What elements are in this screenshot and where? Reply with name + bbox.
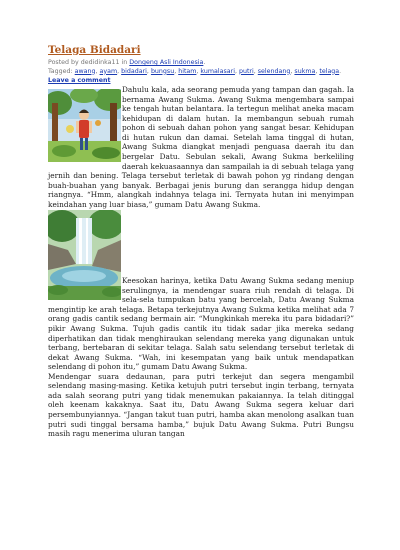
tag-link[interactable]: bidadari [121, 67, 147, 75]
tag-link[interactable]: ayam [99, 67, 118, 75]
tag-link[interactable]: selendang [257, 67, 291, 75]
post-meta: Posted by dedidinka11 in Dongeng Asli Indonesia. Tagged: awang, ayam, bidadari, bungsu, hitam, kumalasari, putri, selendang, sukma, telaga. [48, 59, 342, 75]
post-title-link[interactable]: Telaga Bidadari [48, 44, 141, 56]
illustration-boy-in-forest [48, 89, 121, 162]
tag-link[interactable]: telaga [319, 67, 340, 75]
posted-by-text: Posted by dedidinka11 in [48, 59, 130, 66]
story-paragraph-3: Mendengar suara dedaunan, para putri terkejut dan segera mengambil selendang masing-masing. Ketika ketujuh putri tersebut ingin terbang, ternyata ada salah seorang putri yang tidak menemukan pakaiannya. Ia telah ditinggal oleh keenam kakaknya. Saat itu, Datu Awang Sukma segera keluar dari persembunyiannya. “Jangan takut tuan putri, hamba akan menolong asalkan tuan putri sudi tinggal bersama hamba,” bujuk Datu Awang Sukma. Putri Bungsu masih ragu menerima uluran tangan [48, 371, 354, 439]
blog-post [48, 44, 354, 439]
tag-link[interactable]: kumalasari [200, 67, 235, 75]
story-paragraph-1: Dahulu kala, ada seorang pemuda yang tampan dan gagah. Ia bernama Awang Sukma. Awang Sukma mengembara sampai ke tengah hutan belantara. Ia tertegun melihat aneka macam kehidupan di dalam hutan. Ia membangun sebuah rumah pohon di sebuah dahan pohon yang sangat besar. Kehidupan di hutan rukun dan damai. Setelah lama tinggal di hutan, Awang Sukma diangkat menjadi penguasa daerah itu dan bergelar Datu. Sebulan sekali, Awang Sukma berkeliling daerah kekuasaannya dan sampailah ia di sebuah telaga yang jernih dan bening. Telaga tersebut terletak di bawah pohon yg rindang dengan buah-buahan yang banyak. Berbagai jenis burung dan serangga hidup dengan riangnya. “Hmm, alangkah indahnya telaga ini. Ternyata hutan ini menyimpan keindahan yang luar biasa,” gumam Datu Awang Sukma. [48, 85, 354, 209]
leave-comment-link[interactable]: Leave a comment [48, 77, 111, 85]
category-link[interactable]: Dongeng Asli Indonesia [129, 59, 204, 66]
tag-link[interactable]: bungsu [150, 67, 175, 75]
tag-link[interactable]: hitam [178, 67, 197, 75]
tag-link[interactable]: awang [74, 67, 96, 75]
tag-link[interactable]: putri [238, 67, 254, 75]
story-paragraph-2: Keesokan harinya, ketika Datu Awang Sukma sedang meniup serulingnya, ia mendengar suara riuh rendah di telaga. Di sela-sela tumpukan batu yang bercelah, Datu Awang Sukma mengintip ke arah telaga. Betapa terkejutnya Awang Sukma ketika melihat ada 7 orang gadis cantik sedang bermain air. “Mungkinkah mereka itu para bidadari?” pikir Awang Sukma. Tujuh gadis cantik itu tidak sadar jika mereka sedang diperhatikan dan tidak menghiraukan selendang mereka yang digunakan untuk terbang, bertebaran di sekitar telaga. Salah satu selendang tersebut terletak di dekat Awang Sukma. “Wah, ini kesempatan yang baik untuk mendapatkan selendang di pohon itu,” gumam Datu Awang Sukma. [48, 276, 354, 372]
tagged-label: Tagged: [48, 67, 75, 75]
category-suffix: . [203, 59, 206, 66]
tag-link[interactable]: sukma [294, 67, 316, 75]
illustration-waterfall-lake [48, 210, 121, 300]
